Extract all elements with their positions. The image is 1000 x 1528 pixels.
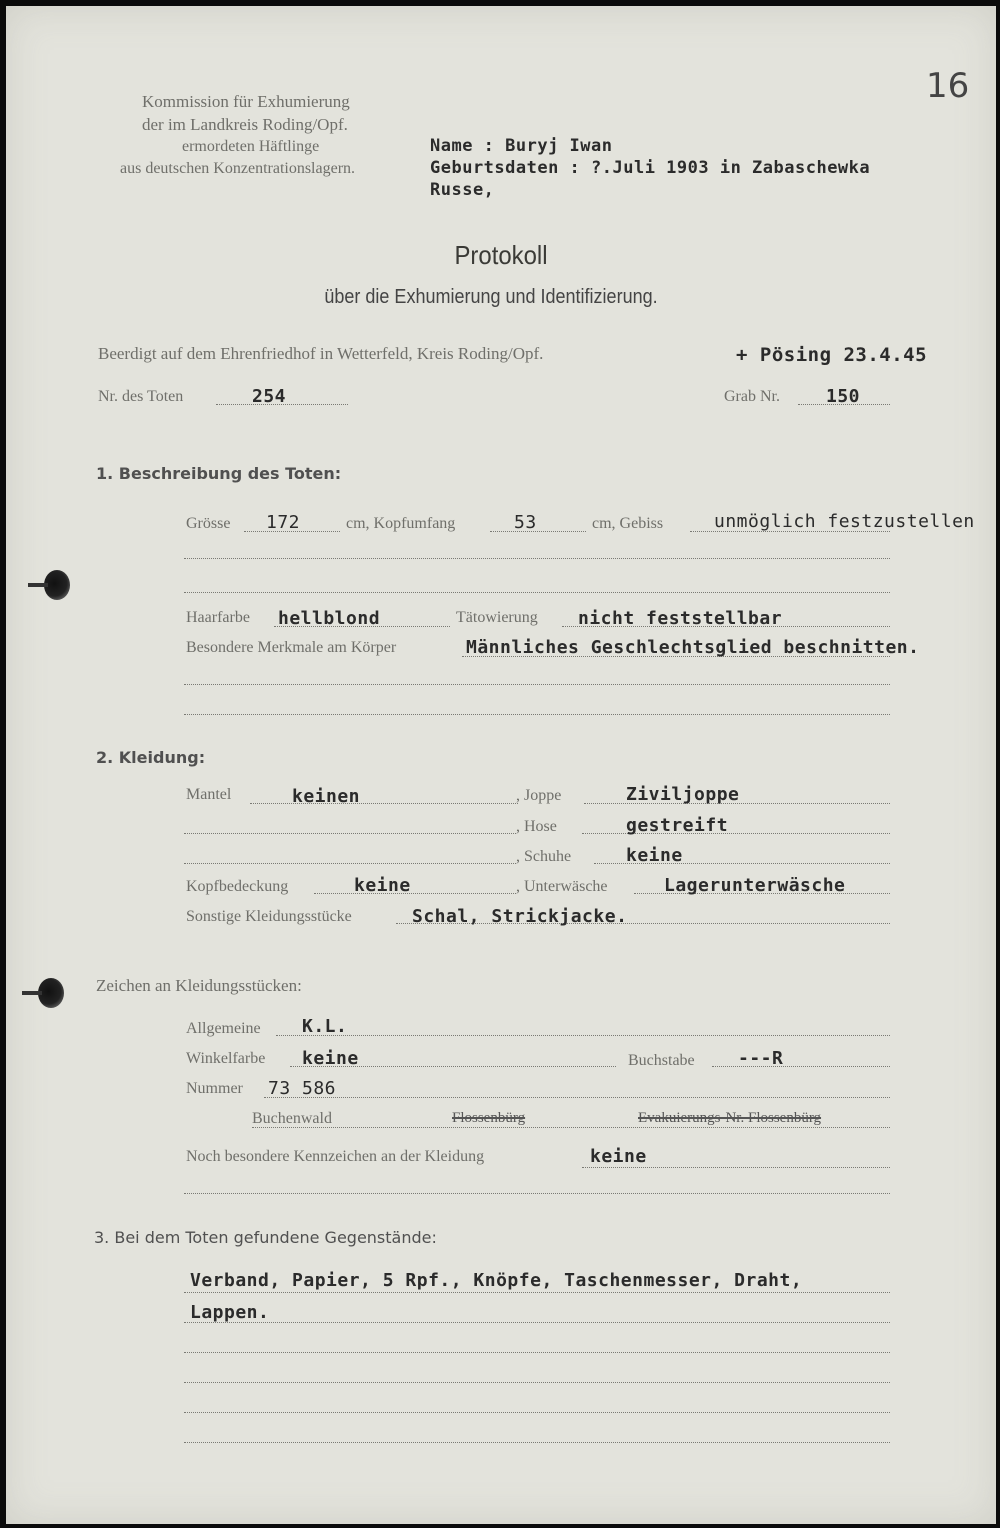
hair-label: Haarfarbe: [186, 609, 250, 626]
tattoo-value: nicht feststellbar: [578, 608, 783, 629]
letter-label: Buchstabe: [628, 1052, 695, 1069]
clothing-marks-heading: Zeichen an Kleidungsstücken:: [96, 976, 302, 995]
letter-value: ---R: [738, 1048, 784, 1069]
person-nationality: Russe,: [430, 180, 495, 200]
triangle-label: Winkelfarbe: [186, 1050, 266, 1067]
jacket-value: Ziviljoppe: [626, 784, 740, 805]
other-clothes-value: Schal, Strickjacke.: [412, 906, 628, 927]
headwear-label: Kopfbedeckung: [186, 878, 289, 895]
items-line-1: Verband, Papier, 5 Rpf., Knöpfe, Taschenmesser, Draht,: [190, 1270, 803, 1291]
section-2-heading: 2. Kleidung:: [96, 748, 206, 767]
blank-line-9: [184, 1382, 890, 1383]
underwear-label: , Unterwäsche: [516, 878, 608, 895]
coat-value: keinen: [292, 786, 361, 807]
height-label: Grösse: [186, 515, 231, 532]
blank-line-4: [184, 714, 890, 715]
blank-line-1: [184, 558, 890, 559]
other-clothes-label: Sonstige Kleidungsstücke: [186, 908, 352, 925]
marks-label: Besondere Merkmale am Körper: [186, 639, 397, 656]
items-line-2: Lappen.: [190, 1302, 270, 1323]
section-3-heading: 3. Bei dem Toten gefundene Gegenstände:: [94, 1228, 437, 1247]
blank-line-7: [184, 1193, 890, 1194]
camp-evacuation-number: Evakuierungs-Nr. Flossenbürg: [638, 1110, 822, 1126]
page-number: 16: [926, 66, 970, 106]
camp-flossenbuerg: Flossenbürg: [452, 1110, 526, 1126]
blank-line-10: [184, 1412, 890, 1413]
dead-number-label: Nr. des Toten: [98, 388, 184, 405]
person-birth: Geburtsdaten : ?.Juli 1903 in Zabaschewka: [430, 158, 871, 178]
commission-line-4: aus deutschen Konzentrationslagern.: [120, 160, 356, 177]
grave-number-label: Grab Nr.: [724, 388, 780, 405]
tattoo-label: Tätowierung: [456, 609, 538, 626]
marks-value: Männliches Geschlechtsglied beschnitten.: [466, 637, 920, 658]
blank-line-11: [184, 1442, 890, 1443]
grave-number: 150: [826, 386, 861, 407]
height-value: 172: [266, 512, 301, 533]
number-label: Nummer: [186, 1080, 243, 1097]
head-value: 53: [514, 512, 537, 533]
special-marks-value: keine: [590, 1146, 647, 1167]
shoes-value: keine: [626, 845, 683, 866]
section-1-heading: 1. Beschreibung des Toten:: [96, 464, 342, 483]
number-value: 73 586: [268, 1078, 337, 1099]
blank-line-3: [184, 684, 890, 685]
head-line: [490, 531, 586, 532]
items-underline-2: [184, 1322, 890, 1323]
document-title: Protokoll: [454, 240, 548, 270]
coat-line: [250, 803, 518, 804]
number-line: [264, 1097, 890, 1098]
person-name: Name : Buryj Iwan: [430, 136, 613, 156]
headwear-line: [314, 893, 516, 894]
blank-line-2: [184, 592, 890, 593]
special-marks-label: Noch besondere Kennzeichen an der Kleidung: [186, 1148, 485, 1165]
cm-kopfumfang-label: cm, Kopfumfang: [346, 515, 456, 532]
triangle-value: keine: [302, 1048, 359, 1069]
teeth-value: unmöglich festzustellen: [714, 511, 975, 532]
commission-line-3: ermordeten Häftlinge: [182, 138, 320, 155]
trousers-value: gestreift: [626, 815, 729, 836]
blank-line-8: [184, 1352, 890, 1353]
items-underline-1: [184, 1292, 890, 1293]
trousers-label: , Hose: [516, 818, 557, 835]
burial-text: Beerdigt auf dem Ehrenfriedhof in Wetterfeld, Kreis Roding/Opf.: [98, 344, 544, 363]
dead-number: 254: [252, 386, 287, 407]
camp-buchenwald: Buchenwald: [252, 1110, 332, 1127]
special-marks-line: [582, 1167, 890, 1168]
punch-hole-top: [44, 570, 70, 600]
blank-line-5: [184, 833, 516, 834]
coat-label: Mantel: [186, 786, 232, 803]
cm-gebiss-label: cm, Gebiss: [592, 515, 664, 532]
hair-value: hellblond: [278, 608, 381, 629]
camp-line: [252, 1127, 890, 1128]
general-value: K.L.: [302, 1016, 348, 1037]
death-info: + Pösing 23.4.45: [736, 344, 928, 366]
blank-line-6: [184, 863, 516, 864]
shoes-label: , Schuhe: [516, 848, 572, 865]
document-subtitle: über die Exhumierung und Identifizierung.: [324, 286, 658, 308]
commission-line-1: Kommission für Exhumierung: [142, 92, 350, 111]
general-line: [276, 1035, 890, 1036]
general-label: Allgemeine: [186, 1020, 261, 1037]
underwear-value: Lagerunterwäsche: [664, 875, 846, 896]
commission-line-2: der im Landkreis Roding/Opf.: [142, 115, 348, 134]
punch-hole-bottom: [38, 978, 64, 1008]
jacket-label: , Joppe: [516, 787, 562, 804]
headwear-value: keine: [354, 875, 411, 896]
document-sheet: [6, 6, 996, 1524]
